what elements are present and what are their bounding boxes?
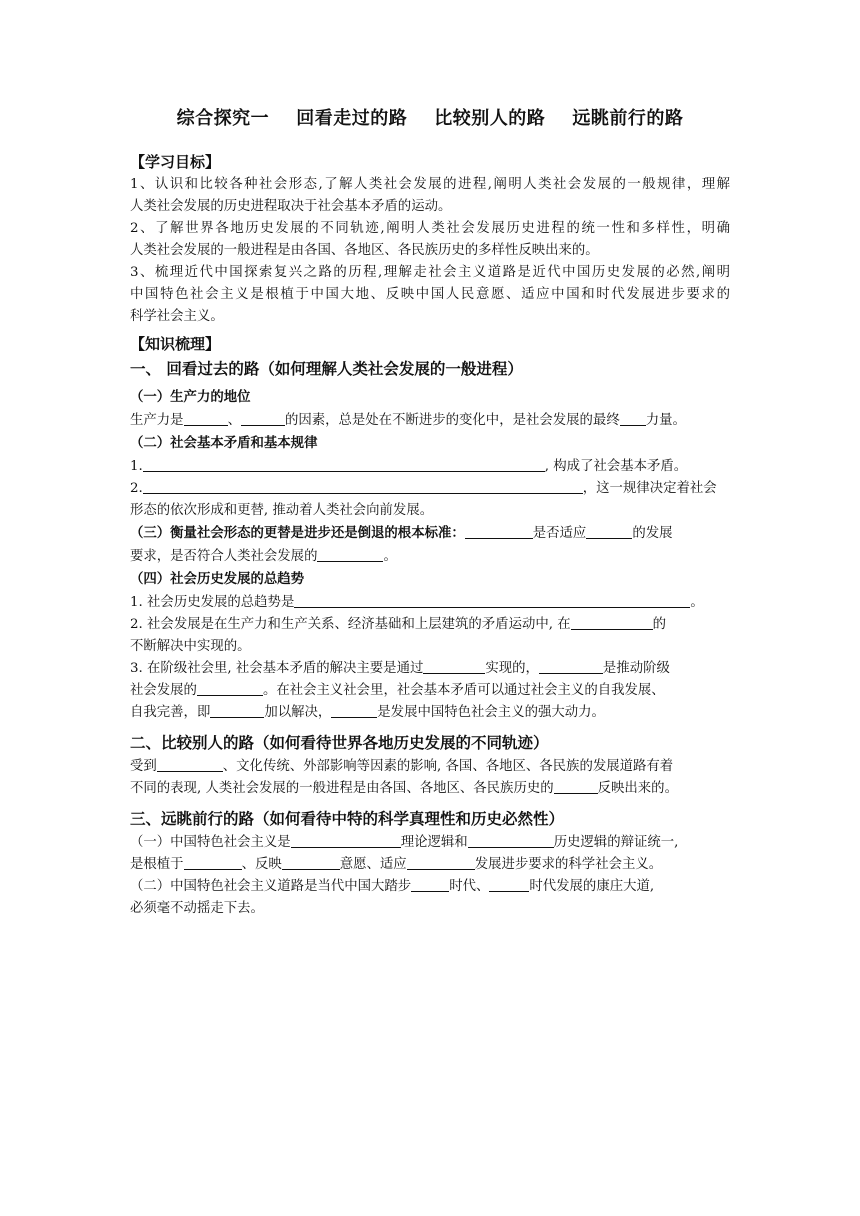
part1-heading: 一、 回看过去的路（如何理解人类社会发展的一般进程） <box>130 360 523 378</box>
fill-blank[interactable] <box>539 659 603 674</box>
s3-line2: 要求，是否符合人类社会发展的 。 <box>130 549 397 564</box>
s1-heading: （一）生产力的地位 <box>130 390 251 405</box>
fill-blank[interactable] <box>241 411 285 426</box>
objective-3-line2: 中国特色社会主义是根植于中国大地、反映中国人民意愿、适应中国和时代发展进步要求的 <box>130 287 730 302</box>
s4-heading: （四）社会历史发展的总趋势 <box>130 572 305 587</box>
objective-2-line1: 2、了解世界各地历史发展的不同轨迹,阐明人类社会发展历史进程的统一性和多样性，明确 <box>130 221 730 236</box>
s2-line1: 1. , 构成了社会基本矛盾。 <box>130 459 688 474</box>
objective-3-line1: 3、梳理近代中国探索复兴之路的历程,理解走社会主义道路是近代中国历史发展的必然,阐明 <box>130 265 730 280</box>
part3-line4: 必须毫不动摇走下去。 <box>130 901 264 916</box>
s4-line5: 社会发展的 。在社会主义社会里，社会基本矛盾可以通过社会主义的自我发展、 <box>130 683 665 698</box>
objective-2-line2: 人类社会发展的一般进程是由各国、各地区、各民族历史的多样性反映出来的。 <box>130 243 599 258</box>
fill-blank[interactable] <box>620 411 646 426</box>
part2-line1: 受到 、文化传统、外部影响等因素的影响, 各国、各地区、各民族的发展道路有着 <box>130 759 674 774</box>
fill-blank[interactable] <box>184 855 242 870</box>
fill-blank[interactable] <box>143 479 583 494</box>
fill-blank[interactable] <box>210 703 264 718</box>
s2-line3: 形态的依次形成和更替, 推动着人类社会向前发展。 <box>130 503 434 518</box>
fill-blank[interactable] <box>317 547 383 562</box>
s1-line: 生产力是 、 的因素，总是处在不断进步的变化中，是社会发展的最终 力量。 <box>130 413 686 428</box>
objectives-heading: 【学习目标】 <box>130 153 221 171</box>
s4-line6: 自我完善，即 加以解决， 是发展中国特色社会主义的强大动力。 <box>130 705 605 720</box>
fill-blank[interactable] <box>294 593 690 608</box>
fill-blank[interactable] <box>554 779 598 794</box>
part3-heading: 三、远眺前行的路（如何看待中特的科学真理性和历史必然性） <box>130 810 565 828</box>
page-title: 综合探究一 回看走过的路 比较别人的路 远眺前行的路 <box>176 108 684 129</box>
s2-line2: 2. ，这一规律决定着社会 <box>130 481 717 496</box>
fill-blank[interactable] <box>407 855 475 870</box>
review-heading: 【知识梳理】 <box>130 335 221 353</box>
fill-blank[interactable] <box>282 855 340 870</box>
fill-blank[interactable] <box>586 524 632 539</box>
s4-line3: 不断解决中实现的。 <box>130 639 251 654</box>
objective-1-line2: 人类社会发展的历史进程取决于社会基本矛盾的运动。 <box>130 199 452 214</box>
fill-blank[interactable] <box>143 457 545 472</box>
fill-blank[interactable] <box>411 877 449 892</box>
fill-blank[interactable] <box>331 703 377 718</box>
worksheet-body <box>130 150 730 920</box>
fill-blank[interactable] <box>157 757 223 772</box>
part3-line3: （二）中国特色社会主义道路是当代中国大踏步 时代、 时代发展的康庄大道, <box>130 879 655 894</box>
s4-line2: 2. 社会发展是在生产力和生产关系、经济基础和上层建筑的矛盾运动中, 在 的 <box>130 617 667 632</box>
fill-blank[interactable] <box>291 833 401 848</box>
fill-blank[interactable] <box>465 524 533 539</box>
s4-line1: 1. 社会历史发展的总趋势是 。 <box>130 595 704 610</box>
fill-blank[interactable] <box>197 681 263 696</box>
s4-line4: 3. 在阶级社会里, 社会基本矛盾的解决主要是通过 实现的， 是推动阶级 <box>130 661 670 676</box>
part2-heading: 二、比较别人的路（如何看待世界各地历史发展的不同轨迹） <box>130 734 549 752</box>
fill-blank[interactable] <box>423 659 485 674</box>
s2-heading: （二）社会基本矛盾和基本规律 <box>130 436 318 451</box>
objective-3-line3: 科学社会主义。 <box>130 309 224 324</box>
objective-1-line1: 1、认识和比较各种社会形态,了解人类社会发展的进程,阐明人类社会发展的一般规律，理解 <box>130 177 730 192</box>
s3-heading: （三）衡量社会形态的更替是进步还是倒退的根本标准： <box>130 526 465 541</box>
part3-line2: 是根植于 、反映 意愿、适应 发展进步要求的科学社会主义。 <box>130 857 663 872</box>
fill-blank[interactable] <box>184 411 228 426</box>
fill-blank[interactable] <box>571 615 653 630</box>
part2-line2: 不同的表现, 人类社会发展的一般进程是由各国、各地区、各民族历史的 反映出来的。 <box>130 781 678 796</box>
fill-blank[interactable] <box>489 877 529 892</box>
part3-line1: （一）中国特色社会主义是 理论逻辑和 历史逻辑的辩证统一, <box>130 835 679 850</box>
fill-blank[interactable] <box>468 833 554 848</box>
s3-line1: （三）衡量社会形态的更替是进步还是倒退的根本标准： 是否适应 的发展 <box>130 526 673 541</box>
